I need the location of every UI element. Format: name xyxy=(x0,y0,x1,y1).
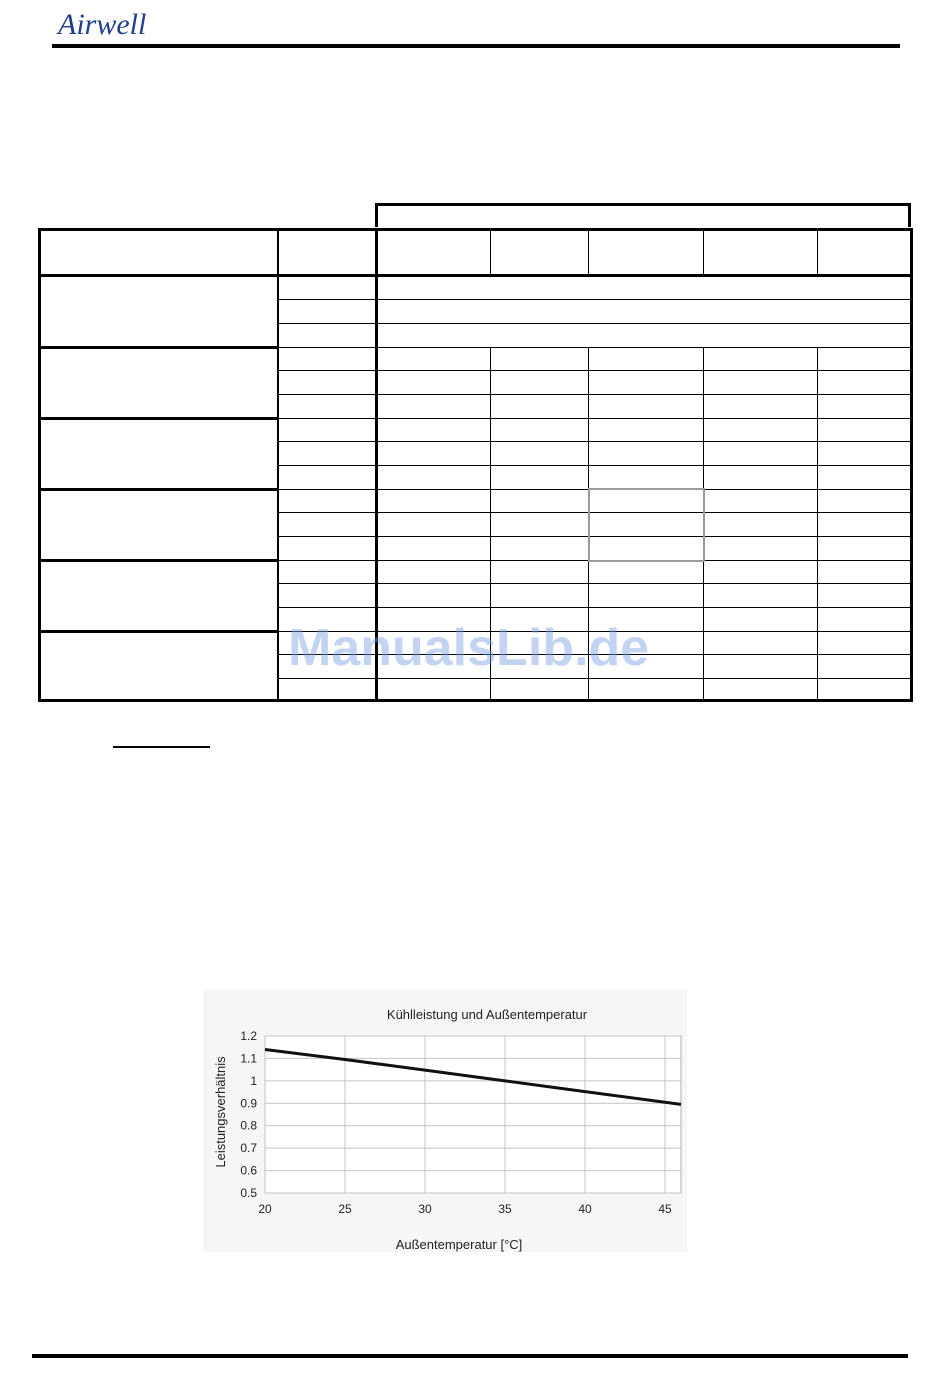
y-tick-label: 1 xyxy=(250,1073,257,1088)
y-tick-label: 0.9 xyxy=(240,1096,257,1111)
x-tick-label: 25 xyxy=(338,1202,352,1216)
row-rule xyxy=(278,418,910,419)
row-rule xyxy=(278,299,910,300)
row-rule xyxy=(278,678,910,679)
x-tick-label: 40 xyxy=(578,1202,592,1216)
group-rule xyxy=(41,630,278,633)
x-tick-label: 35 xyxy=(498,1202,512,1216)
x-tick-label: 45 xyxy=(658,1202,672,1216)
y-tick-label: 1.2 xyxy=(240,1029,257,1043)
group-rule xyxy=(41,417,278,420)
footer-rule xyxy=(32,1354,908,1358)
airwell-logo xyxy=(56,4,196,42)
y-tick-label: 0.7 xyxy=(240,1141,257,1156)
table-divider xyxy=(703,231,704,275)
row-rule xyxy=(278,607,910,608)
row-rule xyxy=(278,583,910,584)
header-rule xyxy=(52,44,900,48)
row-rule xyxy=(278,465,910,466)
y-tick-label: 1.1 xyxy=(240,1051,257,1066)
group-rule xyxy=(41,346,278,349)
section-underline xyxy=(113,746,210,748)
x-axis-label: Außentemperatur [°C] xyxy=(395,1237,523,1252)
plot-area xyxy=(265,1036,681,1193)
table-header-rule xyxy=(41,274,910,277)
row-rule xyxy=(278,370,910,371)
row-rule xyxy=(278,323,910,324)
table-divider xyxy=(817,231,818,275)
x-tick-label: 30 xyxy=(418,1202,432,1216)
logo-text: Airwell xyxy=(58,8,147,41)
y-axis-label: Leistungsverhältnis xyxy=(213,1056,228,1168)
x-tick-label: 20 xyxy=(258,1202,272,1216)
table-divider xyxy=(588,231,589,275)
watermark: ManualsLib.de xyxy=(288,619,650,677)
chart-title: Kühlleistung und Außentemperatur xyxy=(386,1007,588,1022)
row-rule xyxy=(278,441,910,442)
row-rule xyxy=(278,394,910,395)
highlighted-cells xyxy=(588,488,705,562)
table-group-header xyxy=(375,203,911,227)
group-rule xyxy=(41,559,278,562)
y-tick-label: 0.8 xyxy=(240,1118,257,1133)
table-divider xyxy=(817,347,818,699)
y-tick-label: 0.5 xyxy=(240,1186,257,1200)
group-rule xyxy=(41,488,278,491)
row-rule xyxy=(278,347,910,348)
y-tick-label: 0.6 xyxy=(240,1163,257,1178)
cooling-capacity-chart xyxy=(203,990,687,1252)
table-divider xyxy=(490,231,491,275)
